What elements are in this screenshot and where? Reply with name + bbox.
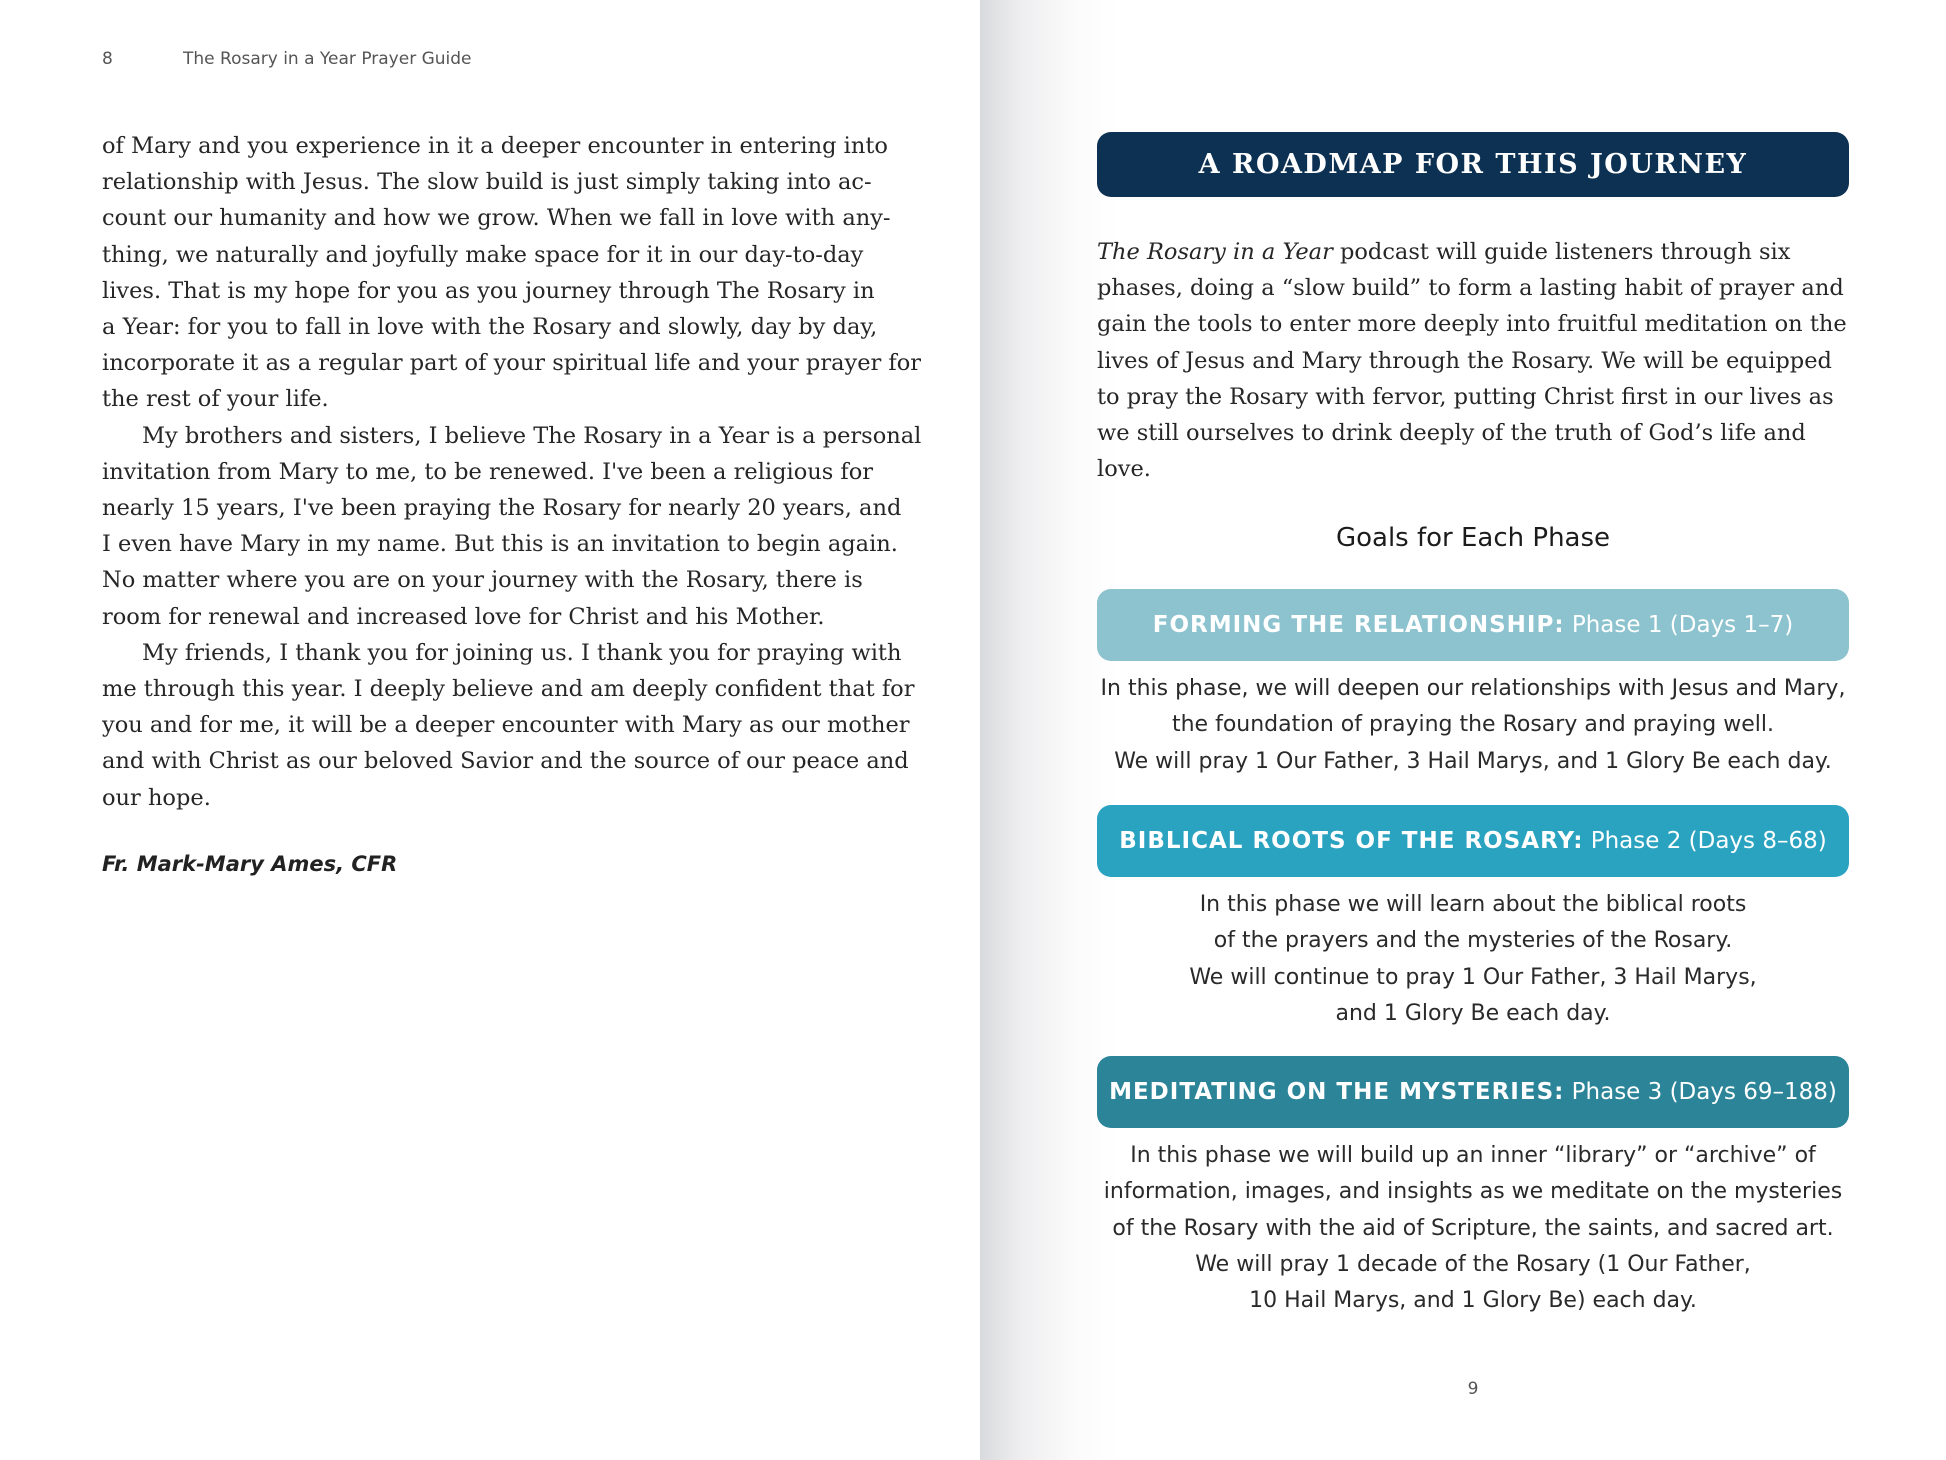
description-line: 10 Hail Marys, and 1 Glory Be) each day. (1249, 1288, 1697, 1314)
description-line: In this phase we will build up an inner “library” or “archive” of (1130, 1143, 1816, 1168)
paragraph-1 (102, 128, 922, 418)
text-line: My brothers and sisters, I believe The Rosary in a Year is a personal (142, 422, 922, 449)
text-line: relationship with Jesus. The slow build is just simply taking into ac- (102, 169, 872, 196)
phase-1-description (1097, 671, 1849, 780)
author-signature: Fr. Mark-Mary Ames, CFR (102, 852, 398, 876)
paragraph-3 (102, 635, 915, 816)
running-title: The Rosary in a Year Prayer Guide (183, 49, 472, 69)
intro-paragraph (1097, 234, 1849, 487)
page-number-left: 8 (102, 49, 113, 69)
description-line: We will pray 1 decade of the Rosary (1 Our Father, (1195, 1251, 1751, 1277)
text-line: the rest of your life. (102, 386, 329, 413)
text-line: and with Christ as our beloved Savior and the source of our peace and (102, 748, 909, 775)
description-line: of the prayers and the mysteries of the Rosary. (1213, 928, 1733, 954)
description-line: the foundation of praying the Rosary and praying well. (1171, 712, 1774, 738)
intro-book-title: The Rosary in a Year (1097, 239, 1333, 265)
text-line: incorporate it as a regular part of your spiritual life and your prayer for (102, 350, 922, 377)
description-line: We will pray 1 Our Father, 3 Hail Marys, and 1 Glory Be each day. (1114, 748, 1832, 774)
page-number-right: 9 (1467, 1379, 1479, 1399)
letter-body (102, 128, 922, 816)
description-line: information, images, and insights as we meditate on the mysteries (1103, 1179, 1843, 1205)
right-page (980, 0, 1946, 1460)
text-line: of Mary and you experience in it a deeper encounter in entering into (102, 133, 888, 159)
text-line: our hope. (102, 784, 211, 811)
text-line: invitation from Mary to me, to be renewed. I've been a religious for (102, 458, 874, 485)
intro-text: podcast will guide listeners through six phases, doing a “slow build” to form a lasting habit of prayer and gain the tools to enter more deeply into fruitful meditation on the lives of Jesus and Mary through the Rosary. We will be equipped to pray the Rosary with fervor, putting Christ first in our lives as we still ourselves to drink deeply of the truth of God’s life and love. (1097, 239, 1847, 483)
phase-3-bar (1097, 1056, 1849, 1128)
phase-3-description (1097, 1138, 1849, 1319)
goals-heading: Goals for Each Phase (1335, 523, 1611, 553)
phase-1-name: FORMING THE RELATIONSHIP: (1152, 612, 1565, 638)
text-line: count our humanity and how we grow. When we fall in love with any- (102, 205, 891, 232)
description-line: of the Rosary with the aid of Scripture, the saints, and sacred art. (1112, 1215, 1834, 1241)
running-head (102, 49, 472, 69)
text-line: I even have Mary in my name. But this is an invitation to begin again. (102, 531, 898, 558)
text-line: lives. That is my hope for you as you journey through The Rosary in (102, 277, 875, 304)
paragraph-2 (102, 418, 922, 635)
text-line: you and for me, it will be a deeper encounter with Mary as our mother (102, 712, 910, 739)
description-line: In this phase, we will deepen our relationships with Jesus and Mary, (1100, 676, 1846, 701)
text-line: nearly 15 years, I've been praying the Rosary for nearly 20 years, and (102, 495, 902, 522)
phase-1-span: Phase 1 (Days 1–7) (1571, 612, 1794, 638)
description-line: and 1 Glory Be each day. (1335, 1000, 1611, 1026)
phase-1-bar (1097, 589, 1849, 661)
text-line: thing, we naturally and joyfully make space for it in our day-to-day (102, 241, 864, 268)
phase-3-span: Phase 3 (Days 69–188) (1571, 1079, 1837, 1105)
roadmap-banner: A ROADMAP FOR THIS JOURNEY (1097, 132, 1849, 197)
description-line: In this phase we will learn about the biblical roots (1199, 892, 1747, 917)
phase-2-bar (1097, 805, 1849, 877)
description-line: We will continue to pray 1 Our Father, 3 Hail Marys, (1189, 964, 1757, 990)
text-line: a Year: for you to fall in love with the Rosary and slowly, day by day, (102, 314, 878, 341)
text-line: No matter where you are on your journey with the Rosary, there is (102, 567, 863, 594)
phase-2-name: BIBLICAL ROOTS OF THE ROSARY: (1119, 828, 1584, 854)
text-line: me through this year. I deeply believe and am deeply confident that for (102, 676, 915, 703)
phase-2-span: Phase 2 (Days 8–68) (1590, 828, 1827, 854)
phase-3-name: MEDITATING ON THE MYSTERIES: (1109, 1079, 1565, 1105)
phase-2-description (1097, 887, 1849, 1032)
text-line: My friends, I thank you for joining us. I thank you for praying with (142, 639, 902, 666)
text-line: room for renewal and increased love for Christ and his Mother. (102, 603, 825, 630)
